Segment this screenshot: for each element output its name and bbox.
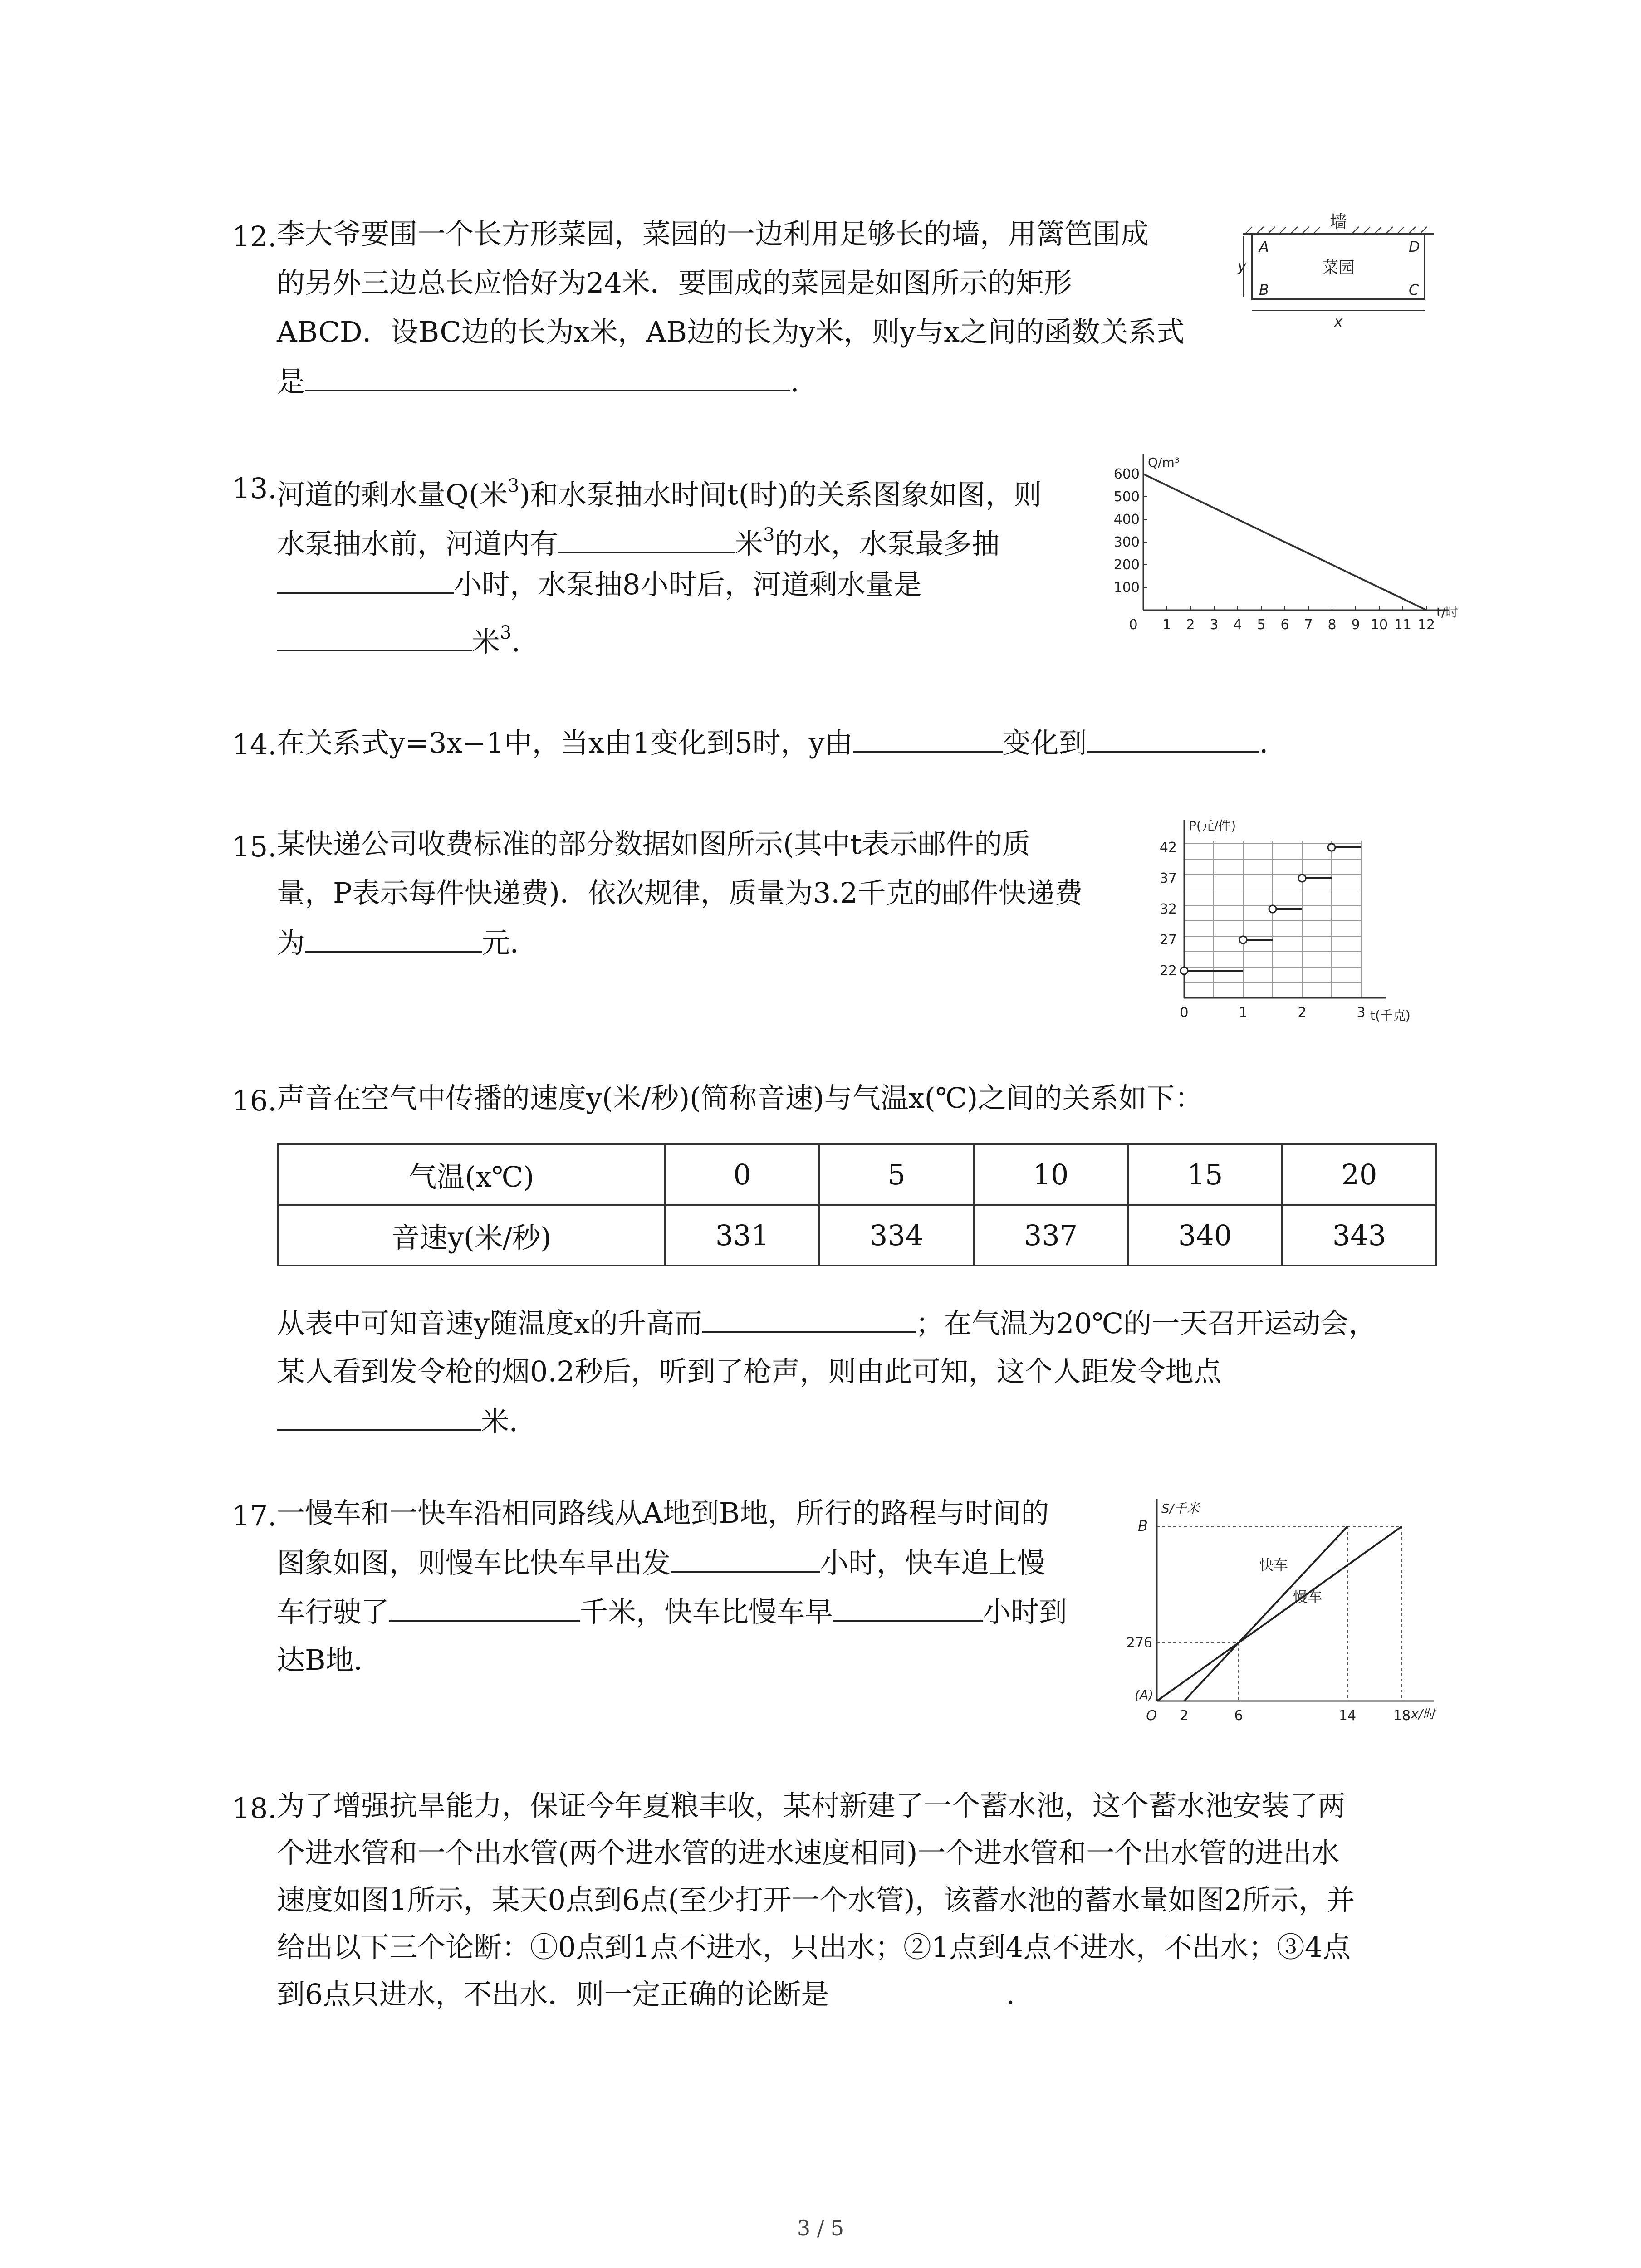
origin-label: O xyxy=(1146,1708,1157,1724)
table-cell: 10 xyxy=(974,1144,1128,1205)
x-axis-label: t/时 xyxy=(1436,605,1459,620)
question-text: 水泵抽水前，河道内有 米$^3$的水，水泵最多抽 xyxy=(277,524,1000,560)
x-tick-label: 10 xyxy=(1370,617,1388,633)
answer-blank[interactable] xyxy=(558,529,735,553)
table-cell: 337 xyxy=(974,1205,1128,1266)
x-tick-label: 9 xyxy=(1351,617,1360,633)
step-open-point xyxy=(1181,967,1188,974)
express-fee-chart xyxy=(1143,810,1443,1027)
x-tick-label: 4 xyxy=(1233,617,1242,633)
series-line xyxy=(1157,1526,1402,1701)
x-tick-label: 5 xyxy=(1257,617,1266,633)
y-tick-label: 100 xyxy=(1113,580,1140,596)
question-text: 一慢车和一快车沿相同路线从A地到B地，所行的路程与时间的 xyxy=(277,1496,1049,1530)
question-text: 为了增强抗旱能力，保证今年夏粮丰收，某村新建了一个蓄水池，这个蓄水池安装了两 xyxy=(277,1789,1346,1822)
x-axis-label: t(千克) xyxy=(1370,1008,1411,1023)
x-tick-label: 6 xyxy=(1234,1708,1243,1724)
question-number: 18. xyxy=(232,1792,277,1825)
corner-d: D xyxy=(1409,238,1420,255)
question-text: 在关系式y=3x−1中，当x由1变化到5时，y由 变化到 ． xyxy=(277,726,1288,759)
answer-blank[interactable] xyxy=(671,1548,820,1573)
x-tick-label: 7 xyxy=(1304,617,1313,633)
question-number: 12. xyxy=(232,220,277,253)
step-open-point xyxy=(1328,844,1335,851)
answer-blank[interactable] xyxy=(1087,728,1259,753)
wall-label: 墙 xyxy=(1329,212,1347,232)
corner-c: C xyxy=(1409,281,1419,298)
y-tick-label: 27 xyxy=(1159,932,1177,948)
y-tick-label: 276 xyxy=(1126,1635,1152,1651)
garden-label: 菜园 xyxy=(1322,259,1355,277)
question-text: 米． xyxy=(277,1407,537,1435)
table-cell: 20 xyxy=(1282,1144,1436,1205)
x-tick-label: 12 xyxy=(1417,617,1435,633)
question-text: 量，P表示每件快递费)．依次规律，质量为3.2千克的邮件快递费 xyxy=(277,876,1083,909)
question-text: 车行驶了 千米，快车比慢车早 小时到 xyxy=(277,1595,1068,1628)
question-text: ABCD．设BC边的长为x米，AB边的长为y米，则y与x之间的函数关系式 xyxy=(277,315,1185,348)
table-cell: 343 xyxy=(1282,1205,1436,1266)
table-header: 音速y(米/秒) xyxy=(278,1205,665,1266)
answer-blank[interactable] xyxy=(389,1597,580,1622)
question-number: 13. xyxy=(232,472,277,505)
corner-a: A xyxy=(1259,238,1269,255)
question-text: 某快递公司收费标准的部分数据如图所示(其中t表示邮件的质 xyxy=(277,827,1031,860)
question-number: 17. xyxy=(232,1499,277,1532)
question-text: 为 元． xyxy=(277,926,539,959)
y-tick-label: 500 xyxy=(1113,489,1140,505)
table-cell: 340 xyxy=(1128,1205,1282,1266)
table-row xyxy=(278,1144,1436,1205)
distance-time-chart xyxy=(1116,1483,1452,1733)
x-tick-label: 1 xyxy=(1162,617,1171,633)
b-label: B xyxy=(1138,1517,1148,1535)
step-open-point xyxy=(1239,936,1247,943)
question-text: 小时，水泵抽8小时后，河道剩水量是 xyxy=(277,570,921,598)
x-tick-label: 3 xyxy=(1357,1005,1366,1021)
series-label: 快车 xyxy=(1259,1556,1288,1574)
answer-blank[interactable] xyxy=(305,928,482,953)
table-cell: 0 xyxy=(665,1144,819,1205)
y-tick-label: 300 xyxy=(1113,534,1140,550)
water-level-chart xyxy=(1107,449,1459,640)
series-line xyxy=(1143,474,1426,610)
corner-b: B xyxy=(1259,281,1269,298)
answer-blank[interactable] xyxy=(305,367,790,391)
side-x-label: x xyxy=(1334,313,1343,330)
question-number: 14. xyxy=(232,728,277,761)
question-text: 声音在空气中传播的速度y(米/秒)(简称音速)与气温x(℃)之间的关系如下： xyxy=(277,1081,1203,1114)
origin-label: 0 xyxy=(1180,1005,1189,1021)
x-axis-label: x/时 xyxy=(1411,1706,1436,1721)
y-tick-label: 200 xyxy=(1113,557,1140,573)
question-text: 某人看到发令枪的烟0.2秒后，听到了枪声，则由此可知，这个人距发令地点 xyxy=(277,1355,1222,1388)
answer-blank[interactable] xyxy=(277,627,472,651)
table-row xyxy=(278,1205,1436,1266)
question-text: 给出以下三个论断：①0点到1点不进水，只出水；②1点到4点不进水，不出水；③4点 xyxy=(277,1931,1351,1964)
y-tick-label: 32 xyxy=(1159,901,1177,917)
y-tick-label: 600 xyxy=(1113,466,1140,482)
question-text: 个进水管和一个出水管(两个进水管的进水速度相同)一个进水管和一个出水管的进出水 xyxy=(277,1836,1340,1869)
question-text: 米$^3$． xyxy=(277,619,539,647)
y-axis-label: S/千米 xyxy=(1161,1501,1200,1516)
question-text: 的另外三边总长应恰好为24米．要围成的菜园是如图所示的矩形 xyxy=(277,266,1072,299)
question-number: 16. xyxy=(232,1084,277,1117)
x-tick-label: 3 xyxy=(1210,617,1219,633)
y-axis-label: Q/m³ xyxy=(1148,455,1180,470)
answer-blank[interactable] xyxy=(702,1309,916,1333)
y-axis-label: P(元/件) xyxy=(1189,818,1236,833)
x-tick-label: 2 xyxy=(1186,617,1195,633)
y-tick-label: 400 xyxy=(1113,512,1140,528)
series-label: 慢车 xyxy=(1293,1588,1323,1606)
garden-figure xyxy=(1234,209,1443,340)
table-cell: 5 xyxy=(819,1144,974,1205)
question-text: 河道的剩水量Q(米$^3$)和水泵抽水时间t(时)的关系图象如图，则 xyxy=(277,475,1042,511)
x-tick-label: 11 xyxy=(1394,617,1412,633)
question-text: 达B地． xyxy=(277,1643,382,1677)
x-tick-label: 2 xyxy=(1298,1005,1307,1021)
table-cell: 334 xyxy=(819,1205,974,1266)
question-text: 速度如图1所示，某天0点到6点(至少打开一个水管)，该蓄水池的蓄水量如图2所示，并 xyxy=(277,1883,1355,1916)
question-text: 从表中可知音速y随温度x的升高而 ；在气温为20℃的一天召开运动会， xyxy=(277,1307,1377,1340)
x-tick-label: 18 xyxy=(1393,1708,1411,1724)
origin-label: 0 xyxy=(1129,617,1138,633)
answer-blank[interactable] xyxy=(277,1407,481,1431)
answer-blank[interactable] xyxy=(277,570,454,594)
page-number: 3 / 5 xyxy=(797,2216,844,2240)
step-open-point xyxy=(1269,905,1276,913)
origin-note: (A) xyxy=(1134,1687,1153,1702)
speed-table xyxy=(277,1143,1437,1266)
x-tick-label: 1 xyxy=(1239,1005,1248,1021)
question-number: 15. xyxy=(232,830,277,863)
question-text: 到6点只进水，不出水．则一定正确的论断是 ． xyxy=(277,1978,1034,2011)
x-tick-label: 8 xyxy=(1327,617,1337,633)
answer-blank[interactable] xyxy=(833,1597,983,1622)
x-tick-label: 6 xyxy=(1280,617,1289,633)
table-cell: 331 xyxy=(665,1205,819,1266)
step-open-point xyxy=(1298,875,1306,882)
y-tick-label: 22 xyxy=(1159,963,1177,979)
question-text: 是 ． xyxy=(277,365,819,398)
y-tick-label: 42 xyxy=(1159,840,1177,855)
side-y-label: y xyxy=(1238,258,1246,275)
question-text: 图象如图，则慢车比快车早出发 小时，快车追上慢 xyxy=(277,1546,1046,1579)
x-tick-label: 14 xyxy=(1338,1708,1357,1724)
y-tick-label: 37 xyxy=(1159,870,1177,886)
series-line xyxy=(1184,1526,1347,1701)
table-cell: 15 xyxy=(1128,1144,1282,1205)
table-header: 气温(x℃) xyxy=(278,1144,665,1205)
answer-blank[interactable] xyxy=(853,728,1003,753)
x-tick-label: 2 xyxy=(1180,1708,1189,1724)
question-text: 李大爷要围一个长方形菜园，菜园的一边利用足够长的墙，用篱笆围成 xyxy=(277,217,1149,250)
